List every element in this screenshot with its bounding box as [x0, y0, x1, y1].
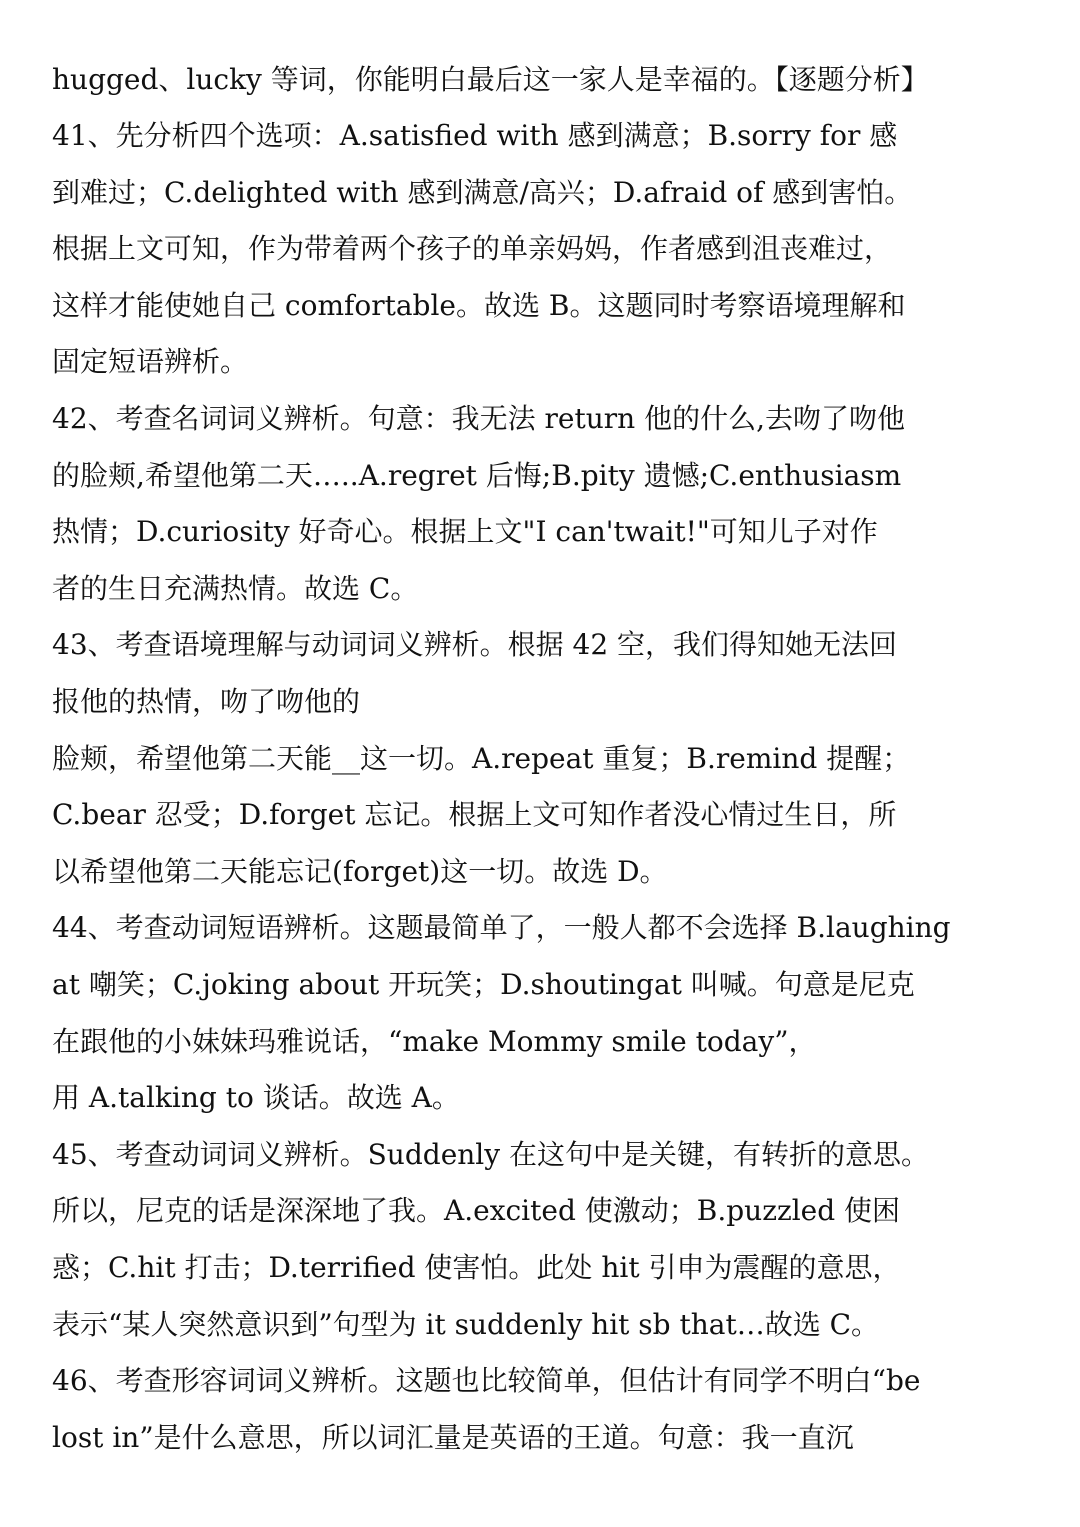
text-line-10: 者的生日充满热情。故选 C。 — [52, 572, 419, 605]
text-line-13: 脸颊，希望他第二天能__这一切。A.repeat 重复；B.remind 提醒； — [52, 742, 911, 775]
text-line-12: 报他的热情，吻了吻他的 — [52, 685, 361, 718]
text-line-23: 表示“某人突然意识到”句型为 it suddenly hit sb that…故选 C。 — [52, 1308, 880, 1341]
text-line-3: 到难过；C.delighted with 感到满意/高兴；D.afraid of 感到害怕。 — [52, 176, 913, 209]
text-line-20: 45、考查动词词义辨析。Suddenly 在这句中是关键，有转折的意思。 — [52, 1138, 929, 1171]
text-line-11: 43、考查语境理解与动词词义辨析。根据 42 空，我们得知她无法回 — [52, 628, 898, 661]
text-line-14: C.bear 忍受；D.forget 忘记。根据上文可知作者没心情过生日，所 — [52, 798, 897, 831]
text-line-2: 41、先分析四个选项：A.satisfied with 感到满意；B.sorry for 感 — [52, 119, 898, 152]
text-line-9: 热情；D.curiosity 好奇心。根据上文"I can'twait!"可知儿子对作 — [52, 515, 878, 548]
text-line-4: 根据上文可知，作为带着两个孩子的单亲妈妈，作者感到沮丧难过， — [52, 232, 893, 265]
text-line-18: 在跟他的小妹妹玛雅说话，“make Mommy smile today”， — [52, 1025, 817, 1058]
text-line-8: 的脸颊,希望他第二天…..A.regret 后悔;B.pity 遗憾;C.enthusiasm — [52, 459, 902, 492]
text-line-24: 46、考查形容词词义辨析。这题也比较简单，但估计有同学不明白“be — [52, 1364, 921, 1397]
text-line-16: 44、考查动词短语辨析。这题最简单了，一般人都不会选择 B.laughing — [52, 911, 951, 944]
text-line-1: hugged、lucky 等词，你能明白最后这一家人是幸福的。【逐题分析】 — [52, 63, 929, 96]
text-line-22: 惑；C.hit 打击；D.terrified 使害怕。此处 hit 引申为震醒的意思， — [52, 1251, 901, 1284]
text-line-17: at 嘲笑；C.joking about 开玩笑；D.shoutingat 叫喊。句意是尼克 — [52, 968, 915, 1001]
text-line-15: 以希望他第二天能忘记(forget)这一切。故选 D。 — [52, 855, 668, 888]
text-line-6: 固定短语辨析。 — [52, 345, 249, 378]
text-line-21: 所以，尼克的话是深深地了我。A.excited 使激动；B.puzzled 使困 — [52, 1194, 901, 1227]
text-line-7: 42、考查名词词义辨析。句意：我无法 return 他的什么,去吻了吻他 — [52, 402, 905, 435]
text-line-5: 这样才能使她自己 comfortable。故选 B。这题同时考察语境理解和 — [52, 289, 906, 322]
text-line-25: lost in”是什么意思，所以词汇量是英语的王道。句意：我一直沉 — [52, 1421, 854, 1454]
text-line-19: 用 A.talking to 谈话。故选 A。 — [52, 1081, 460, 1114]
